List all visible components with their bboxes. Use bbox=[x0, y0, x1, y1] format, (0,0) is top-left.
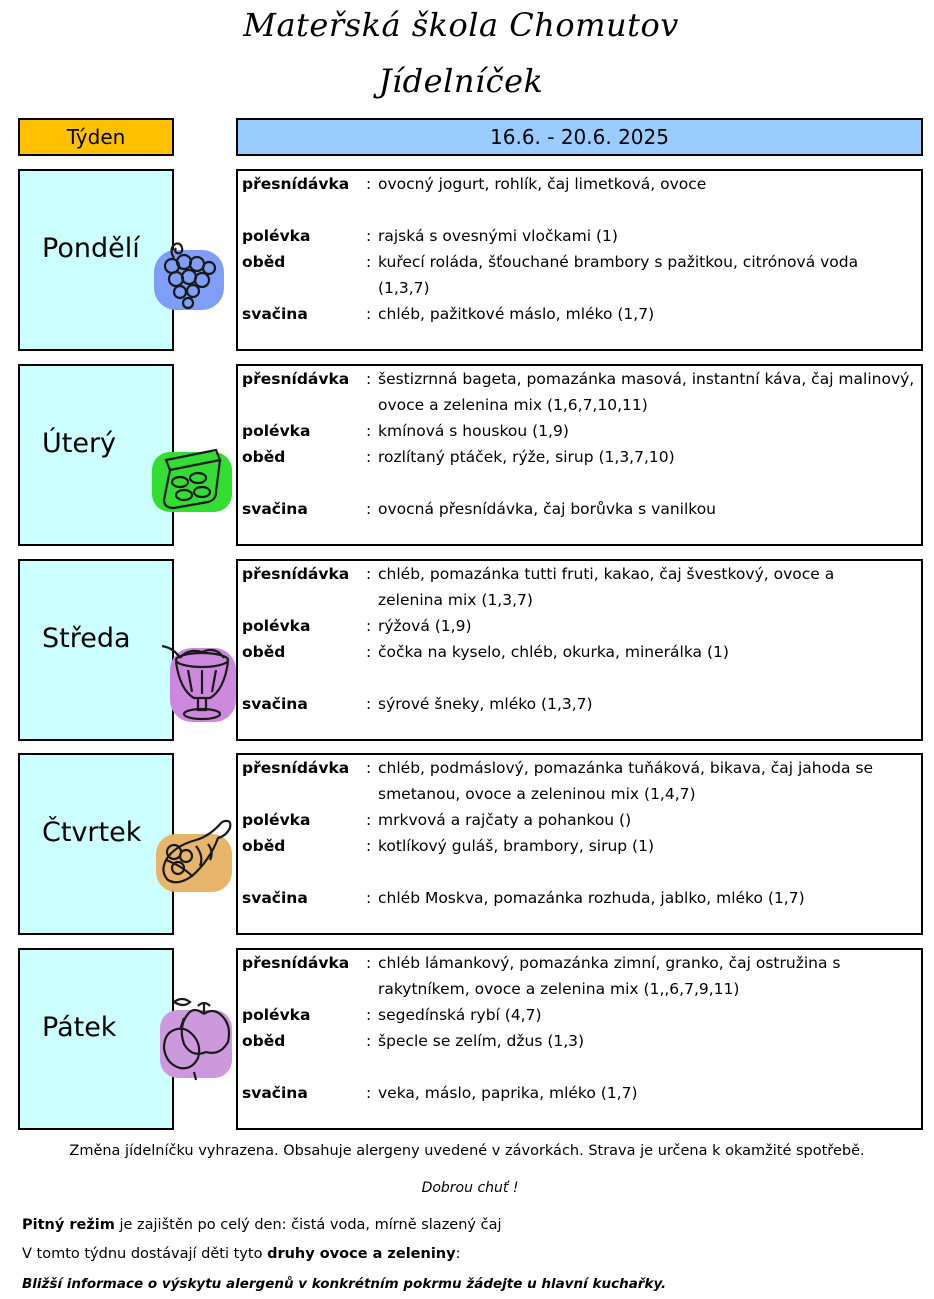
meal-colon: : bbox=[366, 837, 372, 855]
meal-colon: : bbox=[366, 253, 372, 271]
meal-text: chléb Moskva, pomazánka rozhuda, jablko, mléko (1,7) bbox=[378, 889, 805, 907]
meal-label: přesnídávka bbox=[242, 954, 350, 972]
week-label: Týden bbox=[18, 118, 174, 156]
day-name: Středa bbox=[42, 623, 131, 654]
meal-label: přesnídávka bbox=[242, 370, 350, 388]
meal-box-thursday bbox=[236, 753, 923, 935]
drinking-regime bbox=[22, 1217, 502, 1233]
meal-colon: : bbox=[366, 1006, 372, 1024]
drinking-regime-text: je zajištěn po celý den: čistá voda, mírně slazený čaj bbox=[114, 1217, 502, 1233]
meal-box-monday bbox=[236, 169, 923, 351]
fruit-end: : bbox=[455, 1246, 461, 1262]
meal-label: polévka bbox=[242, 617, 311, 635]
day-box-thursday bbox=[18, 753, 174, 935]
meal-text: chléb, pažitkové máslo, mléko (1,7) bbox=[378, 305, 655, 323]
day-name: Čtvrtek bbox=[42, 817, 142, 848]
meal-colon: : bbox=[366, 1032, 372, 1050]
meal-label: polévka bbox=[242, 422, 311, 440]
meal-text: chléb lámankový, pomazánka zimní, granko, čaj ostružina s rakytníkem, ovoce a zelenina mix (1,,6,7,9,11) bbox=[378, 954, 841, 998]
disclaimer-note: Změna jídelníčku vyhrazena. Obsahuje alergeny uvedené v závorkách. Strava je určena k okamžité spotřebě. bbox=[69, 1143, 865, 1159]
meal-label: svačina bbox=[242, 305, 308, 323]
meal-text: mrkvová a rajčaty a pohankou () bbox=[378, 811, 632, 829]
meal-colon: : bbox=[366, 422, 372, 440]
meal-colon: : bbox=[366, 643, 372, 661]
jar-icon bbox=[150, 442, 236, 518]
meal-colon: : bbox=[366, 889, 372, 907]
meal-box-friday bbox=[236, 948, 923, 1130]
greeting: Dobrou chuť ! bbox=[421, 1180, 519, 1196]
meal-colon: : bbox=[366, 617, 372, 635]
meal-text: chléb, pomazánka tutti fruti, kakao, čaj švestkový, ovoce a zelenina mix (1,3,7) bbox=[378, 565, 835, 609]
dessert-glass-icon bbox=[158, 640, 238, 724]
meal-label: svačina bbox=[242, 695, 308, 713]
fruit-label: druhy ovoce a zeleniny bbox=[267, 1246, 456, 1262]
meal-colon: : bbox=[366, 370, 372, 388]
meal-label: oběd bbox=[242, 643, 286, 661]
meal-colon: : bbox=[366, 448, 372, 466]
day-name: Pátek bbox=[42, 1012, 117, 1043]
meal-text: kuřecí roláda, šťouchané brambory s pažitkou, citrónová voda (1,3,7) bbox=[378, 253, 859, 297]
meal-box-tuesday bbox=[236, 364, 923, 546]
menu-title: Jídelníček bbox=[378, 62, 544, 100]
meal-text: šestizrnná bageta, pomazánka masová, instantní káva, čaj malinový, ovoce a zelenina mix (1,6,7,10,11) bbox=[378, 370, 915, 414]
meal-colon: : bbox=[366, 305, 372, 323]
day-box-friday bbox=[18, 948, 174, 1130]
meal-label: přesnídávka bbox=[242, 565, 350, 583]
meal-colon: : bbox=[366, 759, 372, 777]
meal-label: svačina bbox=[242, 1084, 308, 1102]
meal-label: svačina bbox=[242, 889, 308, 907]
meal-text: kotlíkový guláš, brambory, sirup (1) bbox=[378, 837, 655, 855]
meal-text: sýrové šneky, mléko (1,3,7) bbox=[378, 695, 593, 713]
meal-colon: : bbox=[366, 175, 372, 193]
meal-text: rozlítaný ptáček, rýže, sirup (1,3,7,10) bbox=[378, 448, 675, 466]
meal-text: špecle se zelím, džus (1,3) bbox=[378, 1032, 585, 1050]
meal-colon: : bbox=[366, 811, 372, 829]
meal-colon: : bbox=[366, 500, 372, 518]
school-title: Mateřská škola Chomutov bbox=[243, 6, 679, 44]
meal-colon: : bbox=[366, 565, 372, 583]
cornucopia-icon bbox=[152, 816, 238, 896]
meal-text: ovocná přesnídávka, čaj borůvka s vanilkou bbox=[378, 500, 717, 518]
meal-label: přesnídávka bbox=[242, 175, 350, 193]
meal-label: polévka bbox=[242, 1006, 311, 1024]
meal-label: oběd bbox=[242, 837, 286, 855]
meal-colon: : bbox=[366, 1084, 372, 1102]
meal-text: rýžová (1,9) bbox=[378, 617, 472, 635]
day-name: Pondělí bbox=[42, 233, 140, 264]
meal-label: polévka bbox=[242, 811, 311, 829]
meal-label: polévka bbox=[242, 227, 311, 245]
fruit-text: V tomto týdnu dostávají děti tyto bbox=[22, 1246, 268, 1262]
meal-text: rajská s ovesnými vločkami (1) bbox=[378, 227, 618, 245]
allergen-info: Bližší informace o výskytu alergenů v konkrétním pokrmu žádejte u hlavní kuchařky. bbox=[22, 1276, 667, 1292]
day-name: Úterý bbox=[42, 428, 117, 459]
meal-label: přesnídávka bbox=[242, 759, 350, 777]
meal-text: chléb, podmáslový, pomazánka tuňáková, bikava, čaj jahoda se smetanou, ovoce a zeleninou mix (1,4,7) bbox=[378, 759, 873, 803]
meal-text: segedínská rybí (4,7) bbox=[378, 1006, 542, 1024]
meal-text: ovocný jogurt, rohlík, čaj limetková, ovoce bbox=[378, 175, 707, 193]
grapes-icon bbox=[150, 236, 230, 316]
meal-text: čočka na kyselo, chléb, okurka, minerálka (1) bbox=[378, 643, 729, 661]
meal-label: oběd bbox=[242, 1032, 286, 1050]
day-box-wednesday bbox=[18, 559, 174, 741]
meal-text: veka, máslo, paprika, mléko (1,7) bbox=[378, 1084, 638, 1102]
fruit-vegetables-line bbox=[22, 1246, 460, 1262]
meal-colon: : bbox=[366, 227, 372, 245]
meal-label: oběd bbox=[242, 448, 286, 466]
meal-label: svačina bbox=[242, 500, 308, 518]
meal-text: kmínová s houskou (1,9) bbox=[378, 422, 569, 440]
drinking-regime-label: Pitný režim bbox=[22, 1217, 115, 1233]
meal-colon: : bbox=[366, 695, 372, 713]
meal-label: oběd bbox=[242, 253, 286, 271]
meal-box-wednesday bbox=[236, 559, 923, 741]
meal-colon: : bbox=[366, 954, 372, 972]
week-dates: 16.6. - 20.6. 2025 bbox=[236, 118, 923, 156]
apples-icon bbox=[154, 996, 238, 1082]
